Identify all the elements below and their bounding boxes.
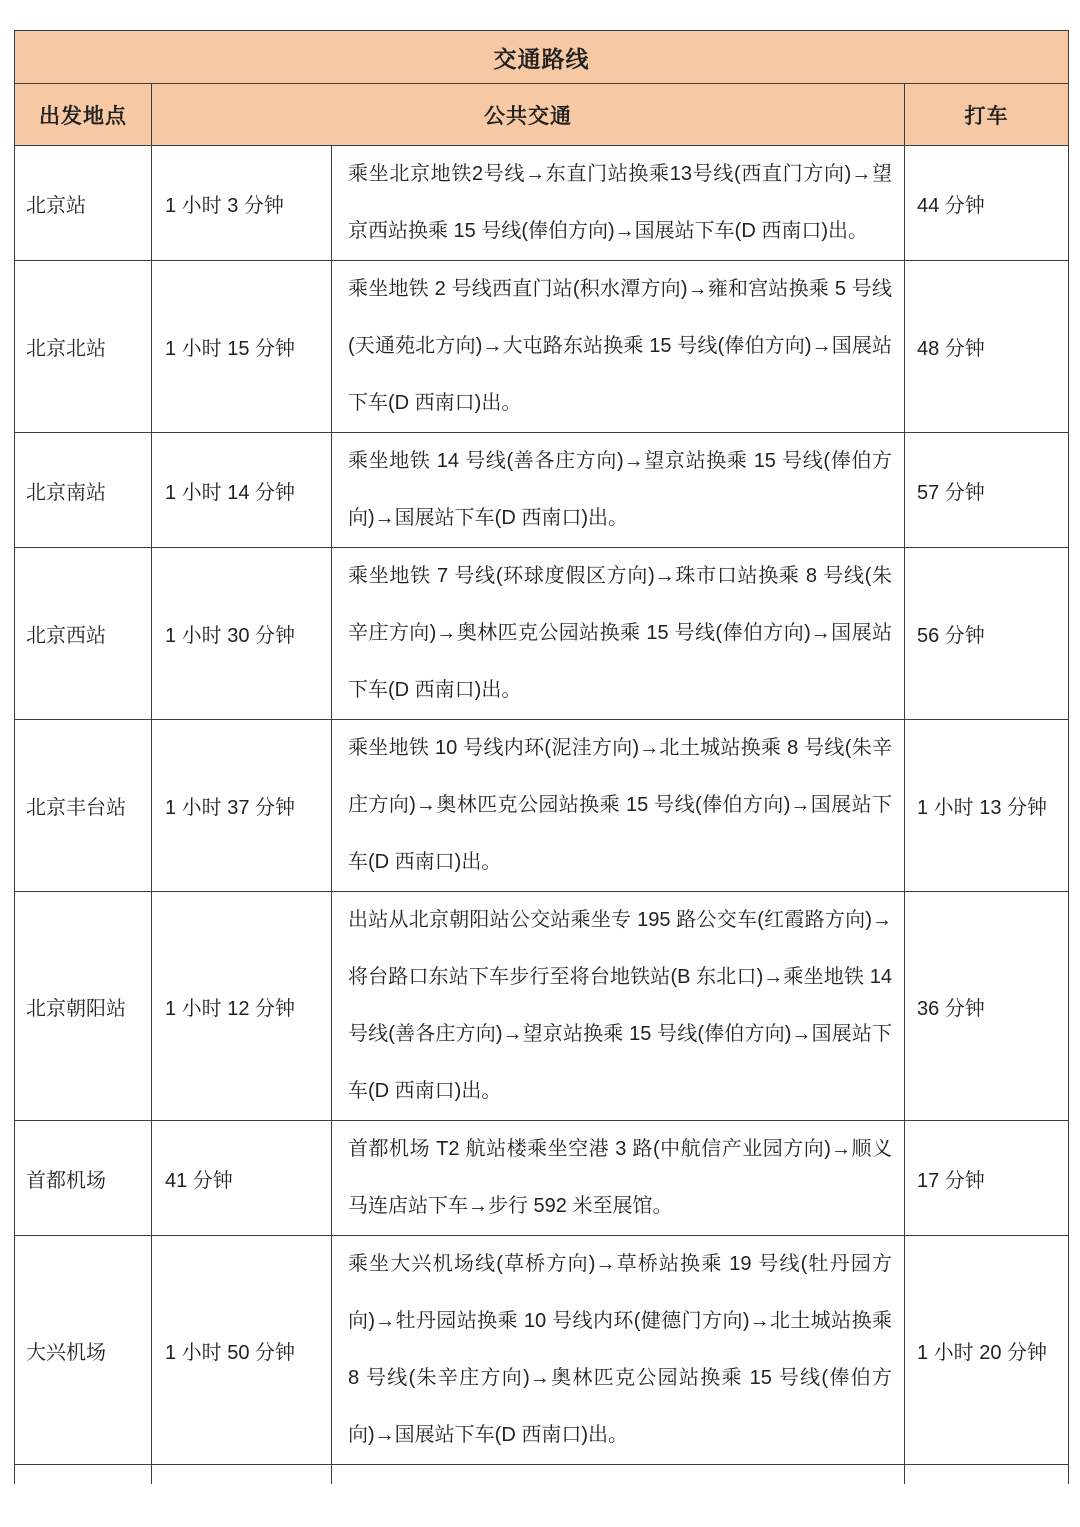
table-row	[15, 1236, 1068, 1465]
departure-station-cell: 北京南站	[15, 433, 152, 547]
transit-duration-cell: 1 小时 12 分钟	[152, 892, 332, 1120]
header-taxi: 打车	[964, 104, 1009, 128]
transit-duration-cell: 1 小时 37 分钟	[152, 720, 332, 891]
departure-station-cell: 首都机场	[15, 1121, 152, 1235]
transit-route-text: 乘坐地铁 10 号线内环(泥洼方向)→北土城站换乘 8 号线(朱辛庄方向)→奥林匹克公园站换乘 15 号线(俸伯方向)→国展站下车(D 西南口)出。	[348, 737, 892, 873]
cutoff-cell	[152, 1465, 332, 1484]
taxi-duration-cell: 44 分钟	[917, 194, 985, 217]
taxi-duration-cell: 57 分钟	[917, 481, 985, 504]
departure-station-cell: 北京站	[15, 146, 152, 260]
table-row	[15, 146, 1068, 261]
table-row	[15, 433, 1068, 548]
table-row-cutoff	[15, 1465, 1068, 1484]
transit-route-cell	[332, 892, 905, 1120]
header-public-transit: 公共交通	[152, 84, 905, 145]
table-title: 交通路线	[15, 31, 1068, 84]
transit-route-text: 乘坐地铁 7 号线(环球度假区方向)→珠市口站换乘 8 号线(朱辛庄方向)→奥林匹克公园站换乘 15 号线(俸伯方向)→国展站下车(D 西南口)出。	[348, 565, 892, 701]
table-row	[15, 1121, 1068, 1236]
taxi-duration-cell: 48 分钟	[917, 338, 985, 360]
transit-route-text: 乘坐北京地铁2号线→东直门站换乘13号线(西直门方向)→望京西站换乘 15 号线(俸伯方向)→国展站下车(D 西南口)出。	[348, 163, 892, 242]
taxi-duration-cell: 1 小时 13 分钟	[917, 797, 1048, 819]
table-row	[15, 261, 1068, 433]
departure-station-cell: 北京朝阳站	[15, 892, 152, 1120]
transit-route-text: 乘坐大兴机场线(草桥方向)→草桥站换乘 19 号线(牡丹园方向)→牡丹园站换乘 10 号线内环(健德门方向)→北土城站换乘 8 号线(朱辛庄方向)→奥林匹克公园站换乘 15 号线(俸伯方向)→国展站下车(D 西南口)出。	[348, 1253, 892, 1446]
departure-station-cell: 北京西站	[15, 548, 152, 719]
transit-duration-cell: 1 小时 30 分钟	[152, 548, 332, 719]
table-row	[15, 548, 1068, 720]
transit-route-text: 出站从北京朝阳站公交站乘坐专 195 路公交车(红霞路方向)→将台路口东站下车步行至将台地铁站(B 东北口)→乘坐地铁 14 号线(善各庄方向)→望京站换乘 15 号线(俸伯方向)→国展站下车(D 西南口)出。	[348, 909, 892, 1102]
transit-route-cell	[332, 261, 905, 432]
transit-route-cell	[332, 1236, 905, 1464]
transit-duration-cell: 1 小时 50 分钟	[152, 1236, 332, 1464]
table-row	[15, 892, 1068, 1121]
transit-route-text: 首都机场 T2 航站楼乘坐空港 3 路(中航信产业园方向)→顺义马连店站下车→步行 592 米至展馆。	[348, 1138, 892, 1217]
transit-duration-cell: 1 小时 3 分钟	[152, 146, 332, 260]
departure-station-cell: 北京丰台站	[15, 720, 152, 891]
table-header-row	[15, 84, 1068, 146]
taxi-duration-cell: 36 分钟	[917, 997, 985, 1020]
transit-duration-cell: 1 小时 14 分钟	[152, 433, 332, 547]
table-body	[15, 146, 1068, 1465]
transit-duration-cell: 1 小时 15 分钟	[152, 261, 332, 432]
header-departure: 出发地点	[15, 84, 152, 145]
transit-duration-cell: 41 分钟	[152, 1121, 332, 1235]
departure-station-cell: 大兴机场	[15, 1236, 152, 1464]
transit-route-cell	[332, 548, 905, 719]
cutoff-cell	[905, 1465, 1068, 1484]
cutoff-cell	[15, 1465, 152, 1484]
transit-route-text: 乘坐地铁 14 号线(善各庄方向)→望京站换乘 15 号线(俸伯方向)→国展站下车(D 西南口)出。	[348, 450, 892, 529]
table-row	[15, 720, 1068, 892]
taxi-duration-cell: 56 分钟	[917, 625, 985, 647]
cutoff-cell	[332, 1465, 905, 1484]
transit-route-cell	[332, 433, 905, 547]
taxi-duration-cell: 17 分钟	[917, 1169, 985, 1192]
transit-route-cell	[332, 720, 905, 891]
transit-route-cell	[332, 146, 905, 260]
transport-routes-table	[14, 30, 1069, 1484]
departure-station-cell: 北京北站	[15, 261, 152, 432]
transit-route-cell	[332, 1121, 905, 1235]
taxi-duration-cell: 1 小时 20 分钟	[917, 1341, 1048, 1364]
transit-route-text: 乘坐地铁 2 号线西直门站(积水潭方向)→雍和宫站换乘 5 号线(天通苑北方向)→大屯路东站换乘 15 号线(俸伯方向)→国展站下车(D 西南口)出。	[348, 278, 892, 414]
